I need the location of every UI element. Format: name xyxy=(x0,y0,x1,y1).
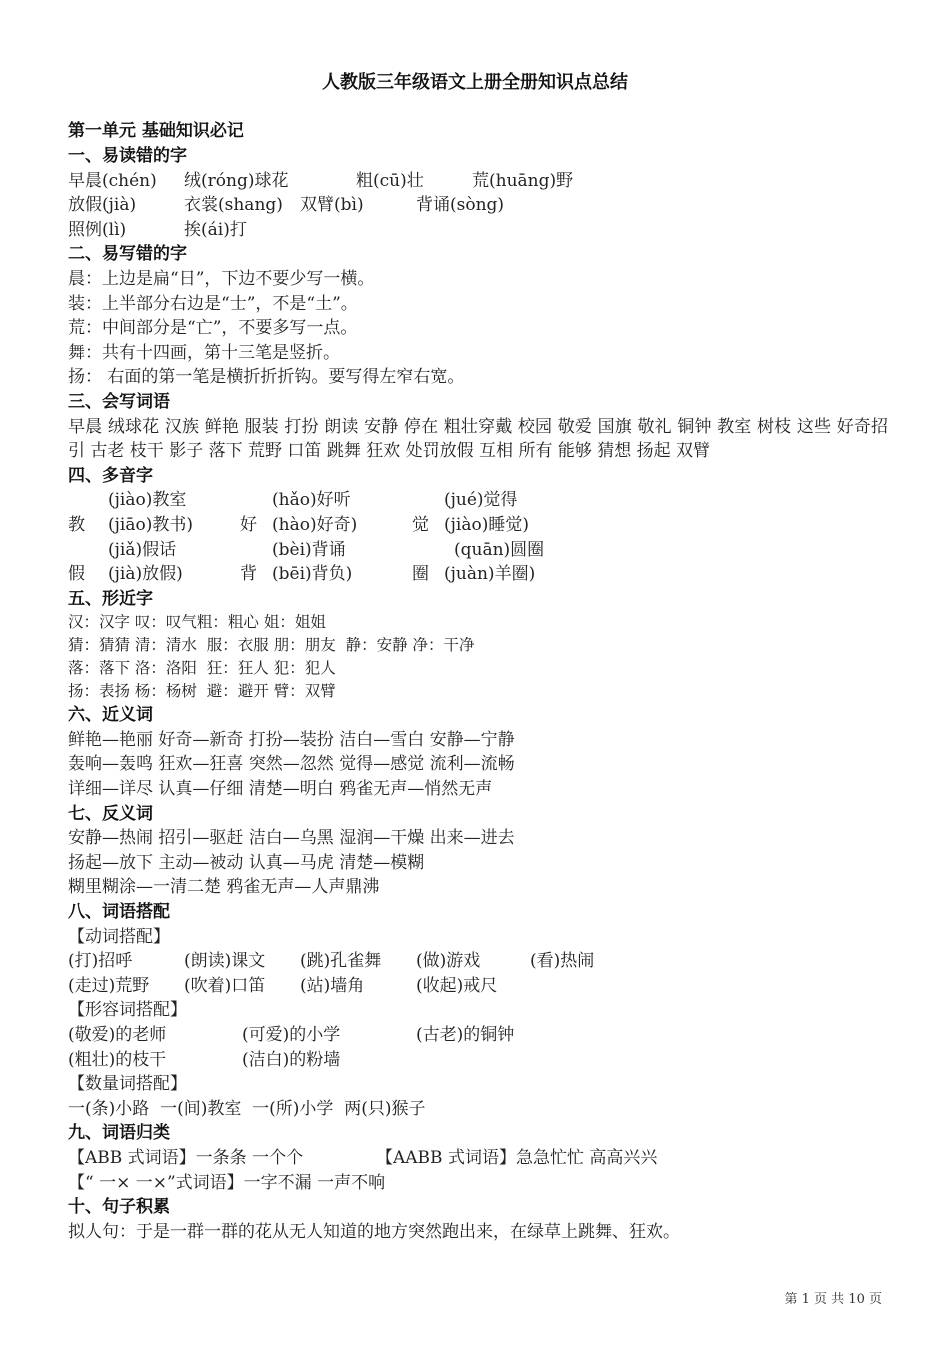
word-item: 照例(lì) xyxy=(68,219,127,240)
word-item: 背诵(sòng) xyxy=(416,195,505,216)
polyphone-char: 圈 xyxy=(412,564,429,585)
collocation-item: (站)墙角 xyxy=(300,975,365,996)
text-line: 装：上半部分右边是“士”，不是“土”。 xyxy=(68,293,358,314)
collocation-row xyxy=(68,1023,888,1048)
text-line: 晨：上边是扁“日”，下边不要少写一横。 xyxy=(68,268,375,289)
text-line: 安静—热闹 招引—驱赶 洁白—乌黑 湿润—干燥 出来—进去 xyxy=(68,828,515,849)
polyphone-char xyxy=(68,488,108,513)
polyphone-char: 觉 xyxy=(412,514,429,535)
word-list-paragraph: 早晨 绒球花 汉族 鲜艳 服装 打扮 朗读 安静 停在 粗壮穿戴 校园 敬爱 国旗 敬礼 铜钟 教室 树枝 这些 好奇招引 古老 枝干 影子 落下 荒野 口笛 跳舞 狂欢 处罚放假 互相 所有 能够 猜想 扬起 双臂 xyxy=(68,416,888,462)
section-heading-9: 九、词语归类 xyxy=(68,1123,170,1144)
collocation-item: (打)招呼 xyxy=(68,951,133,972)
pinyin-row xyxy=(68,169,888,194)
text-line: 扬： 右面的第一笔是横折折折钩。要写得左窄右宽。 xyxy=(68,367,465,388)
word-item: 挨(ái)打 xyxy=(184,219,247,240)
text-line: 轰响—轰鸣 狂欢—狂喜 突然—忽然 觉得—感觉 流利—流畅 xyxy=(68,754,515,775)
pinyin-row xyxy=(68,218,888,243)
word-category-item: 【AABB 式词语】急急忙忙 高高兴兴 xyxy=(376,1147,658,1168)
polyphone-char xyxy=(422,488,444,513)
polyphone-reading: (hǎo)好听 xyxy=(272,490,351,511)
page-footer: 第 1 页 共 10 页 xyxy=(784,1292,882,1307)
collocation-row xyxy=(68,1048,888,1073)
collocation-item: (朗读)课文 xyxy=(184,951,266,972)
collocation-item: (看)热闹 xyxy=(530,951,595,972)
sub-label-adjective: 【形容词搭配】 xyxy=(68,1000,187,1021)
section-heading-7: 七、反义词 xyxy=(68,803,153,824)
collocation-item: (粗壮)的枝干 xyxy=(68,1049,167,1070)
polyphone-row xyxy=(68,513,888,538)
collocation-item: (收起)戒尺 xyxy=(416,975,498,996)
sub-label-verb: 【动词搭配】 xyxy=(68,926,170,947)
word-item: 双臂(bì) xyxy=(300,195,364,216)
polyphone-reading: (jiào)睡觉) xyxy=(444,514,529,535)
text-line: 详细—详尽 认真—仔细 清楚—明白 鸦雀无声—悄然无声 xyxy=(68,779,493,800)
polyphone-row xyxy=(68,538,888,563)
pinyin-row xyxy=(68,193,888,218)
polyphone-row xyxy=(68,562,888,587)
collocation-item: (可爱)的小学 xyxy=(242,1025,341,1045)
text-line: 扬：表扬 杨：杨树 避：避开 臂：双臂 xyxy=(68,682,336,701)
polyphone-char xyxy=(250,488,272,513)
text-line: 落：落下 洛：洛阳 狂：狂人 犯：犯人 xyxy=(68,659,336,678)
word-item: 早晨(chén) xyxy=(68,170,157,191)
polyphone-char: 假 xyxy=(68,564,85,585)
polyphone-reading: (jià)放假) xyxy=(108,564,183,585)
collocation-item: (敬爱)的老师 xyxy=(68,1025,167,1045)
polyphone-char: 好 xyxy=(240,514,257,535)
polyphone-reading: (quān)圆圈 xyxy=(454,539,545,560)
section-heading-3: 三、会写词语 xyxy=(68,391,170,412)
section-heading-5: 五、形近字 xyxy=(68,588,153,609)
section-heading-2: 二、易写错的字 xyxy=(68,244,187,265)
text-line: 一(条)小路 一(间)教室 一(所)小学 两(只)猴子 xyxy=(68,1098,426,1119)
unit-title: 第一单元 基础知识必记 xyxy=(68,121,244,141)
text-line: 猜：猜猜 清：清水 服：衣服 朋：朋友 静：安静 净：干净 xyxy=(68,636,475,655)
text-line: 汉：汉字 叹：叹气粗：粗心 姐：姐姐 xyxy=(68,613,326,632)
polyphone-reading: (jiào)教室 xyxy=(108,490,187,511)
text-line: 舞：共有十四画，第十三笔是竖折。 xyxy=(68,342,340,363)
text-line: 拟人句：于是一群一群的花从无人知道的地方突然跑出来，在绿草上跳舞、狂欢。 xyxy=(68,1221,680,1242)
collocation-item: (古老)的铜钟 xyxy=(416,1025,515,1045)
collocation-item: (跳)孔雀舞 xyxy=(300,951,382,972)
collocation-row xyxy=(68,974,888,999)
text-line: 扬起—放下 主动—被动 认真—马虎 清楚—模糊 xyxy=(68,852,425,873)
polyphone-char xyxy=(68,538,108,563)
section-heading-10: 十、句子积累 xyxy=(68,1197,170,1218)
text-line: 荒：中间部分是“亡”，不要多写一点。 xyxy=(68,318,358,339)
polyphone-reading: (juàn)羊圈) xyxy=(444,564,536,585)
section-heading-1: 一、易读错的字 xyxy=(68,146,187,166)
polyphone-char: 背 xyxy=(240,564,257,585)
collocation-item: (吹着)口笛 xyxy=(184,975,266,996)
word-category-item: 【ABB 式词语】一条条 一个个 xyxy=(68,1147,304,1168)
polyphone-char: 教 xyxy=(68,514,85,535)
document-content xyxy=(68,118,888,1244)
collocation-item: (做)游戏 xyxy=(416,951,481,972)
word-item: 放假(jià) xyxy=(68,195,137,216)
section-heading-6: 六、近义词 xyxy=(68,705,153,726)
collocation-item: (走过)荒野 xyxy=(68,975,150,996)
polyphone-reading: (hào)好奇) xyxy=(272,514,358,535)
polyphone-reading: (bēi)背负) xyxy=(272,564,353,585)
collocation-item: (洁白)的粉墙 xyxy=(242,1049,341,1070)
polyphone-char xyxy=(432,538,454,563)
word-item: 绒(róng)球花 xyxy=(184,170,289,191)
text-line: 鲜艳—艳丽 好奇—新奇 打扮—装扮 洁白—雪白 安静—宁静 xyxy=(68,729,515,750)
section-heading-4: 四、多音字 xyxy=(68,465,153,486)
polyphone-char xyxy=(250,538,272,563)
polyphone-row xyxy=(68,488,888,513)
collocation-row xyxy=(68,949,888,974)
sub-label-quantifier: 【数量词搭配】 xyxy=(68,1074,187,1095)
word-item: 粗(cū)壮 xyxy=(356,170,424,191)
polyphone-reading: (jiāo)教书) xyxy=(108,514,193,535)
section-heading-8: 八、词语搭配 xyxy=(68,902,170,923)
text-line: 【“ 一× 一×”式词语】一字不漏 一声不响 xyxy=(68,1172,386,1193)
word-category-row xyxy=(68,1146,888,1171)
word-item: 衣裳(shang) xyxy=(184,195,283,216)
polyphone-reading: (jiǎ)假话 xyxy=(108,539,177,560)
page-title: 人教版三年级语文上册全册知识点总结 xyxy=(322,72,628,93)
word-item: 荒(huāng)野 xyxy=(472,170,574,191)
polyphone-reading: (jué)觉得 xyxy=(444,490,518,511)
polyphone-reading: (bèi)背诵 xyxy=(272,539,346,560)
text-line: 糊里糊涂—一清二楚 鸦雀无声—人声鼎沸 xyxy=(68,877,380,898)
